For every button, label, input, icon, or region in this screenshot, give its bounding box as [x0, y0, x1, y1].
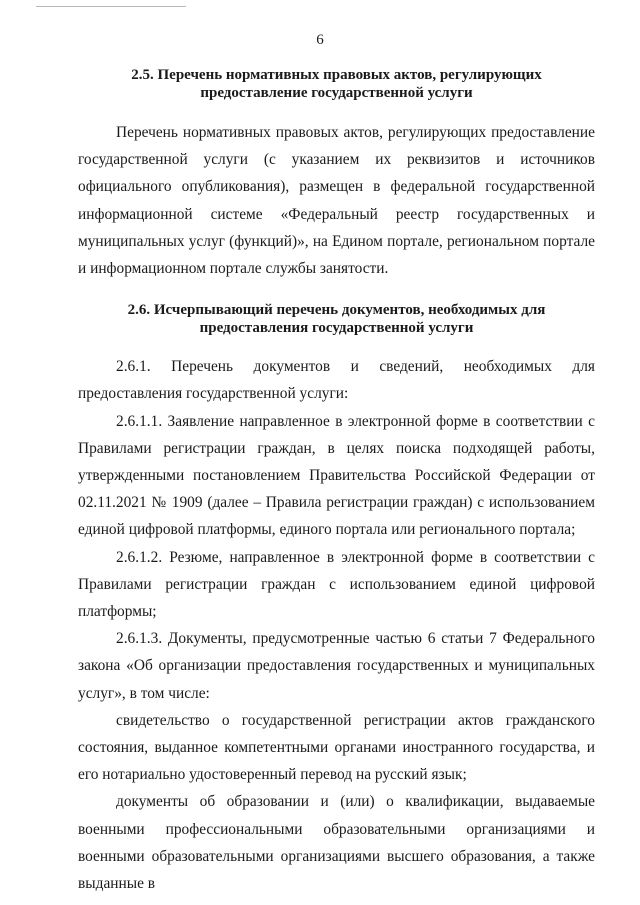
paragraph-2-6-1: 2.6.1. Перечень документов и сведений, необходимых для предоставления государственной услуги:: [78, 358, 595, 403]
document-body: [78, 66, 595, 897]
page-number: 6: [316, 32, 324, 48]
section-2-6-heading-line2: предоставления государственной услуги: [199, 320, 474, 337]
paragraph-education-documents: документы об образовании и (или) о квалификации, выдаваемые военными профессиональными образовательными организациями и военными образовательными организациями высшего образования, а также выданные в: [78, 793, 595, 893]
section-2-5-heading-line1: 2.5. Перечень нормативных правовых актов, регулирующих: [131, 67, 542, 83]
spacer: [78, 102, 595, 119]
paragraph-birth-certificate: свидетельство о государственной регистрации актов гражданского состояния, выданное компетентными органами иностранного государства, и его нотариально удостоверенный перевод на русский язык;: [78, 711, 595, 784]
section-2-6-heading-line1: 2.6. Исчерпывающий перечень документов, необходимых для: [127, 302, 546, 319]
section-2-6-heading: [78, 301, 595, 337]
scan-edge-mark: [36, 6, 186, 7]
paragraph-2-6-1-1: 2.6.1.1. Заявление направленное в электронной форме в соответствии с Правилами регистрации граждан, в целях поиска подходящей работы, утвержденными постановлением Правительства Российской Федерации от 02.11.2021 № 1909 (далее – Правила регистрации граждан) с использованием единой цифровой платформы, единого портала или регионального портала;: [78, 412, 595, 539]
section-2-5-paragraph: Перечень нормативных правовых актов, регулирующих предоставление государственной услуги (с указанием их реквизитов и источников официального опубликования), размещен в федеральной государственной информационной системе «Федеральный реестр государственных и муниципальных услуг (функций)», на Едином портале, региональном портале и информационном портале службы занятости.: [78, 124, 595, 278]
section-2-5-heading-line2: предоставление государственной услуги: [200, 85, 473, 101]
paragraph-2-6-1-2: 2.6.1.2. Резюме, направленное в электронной форме в соответствии с Правилами регистрации граждан с использованием единой цифровой платформы;: [78, 548, 595, 621]
spacer: [78, 282, 595, 301]
section-2-5-heading: [78, 66, 595, 102]
spacer: [78, 337, 595, 353]
paragraph-2-6-1-3: 2.6.1.3. Документы, предусмотренные частью 6 статьи 7 Федерального закона «Об организации предоставления государственных и муниципальных услуг», в том числе:: [78, 630, 595, 702]
